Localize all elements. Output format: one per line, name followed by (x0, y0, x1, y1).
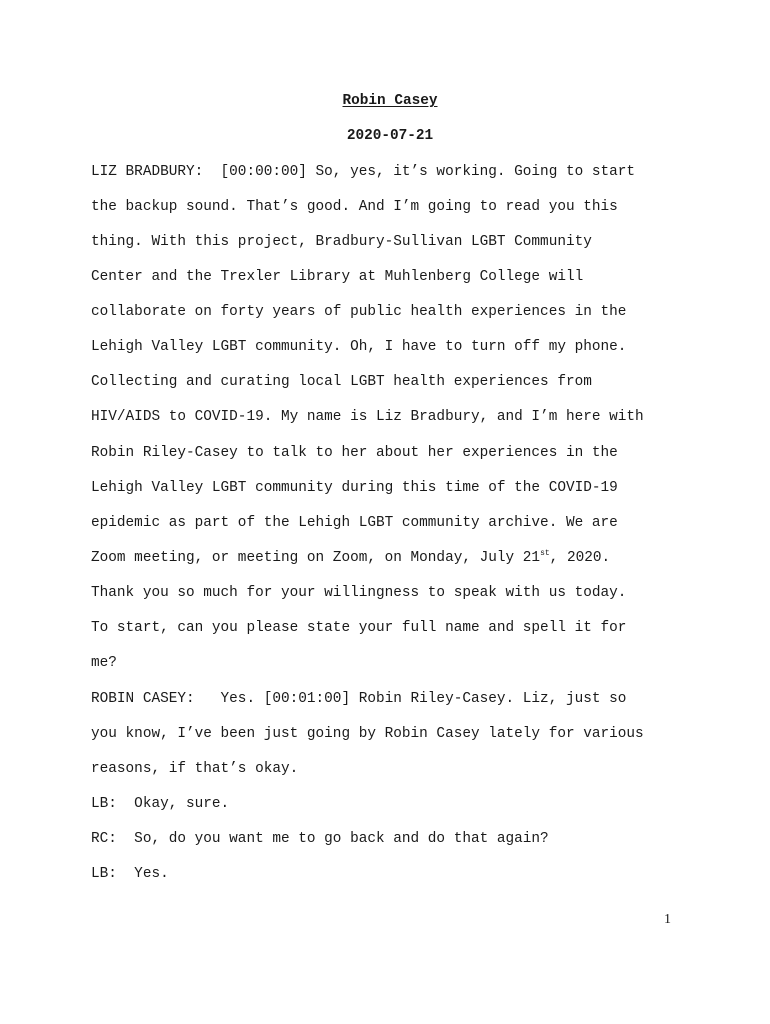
transcript-line: you know, I’ve been just going by Robin Casey lately for various (91, 726, 644, 742)
transcript-line: Lehigh Valley LGBT community. Oh, I have to turn off my phone. (91, 339, 627, 355)
transcript-text: , 2020. (549, 550, 611, 566)
transcript-text: Zoom meeting, or meeting on Zoom, on Monday, July 21 (91, 550, 541, 566)
transcript-line: HIV/AIDS to COVID-19. My name is Liz Bradbury, and I’m here with (91, 409, 644, 425)
transcript-line: me? (91, 655, 117, 671)
transcript-line: thing. With this project, Bradbury-Sullivan LGBT Community (91, 234, 592, 250)
transcript-line: the backup sound. That’s good. And I’m going to read you this (91, 199, 618, 215)
transcript-line: Center and the Trexler Library at Muhlenberg College will (91, 269, 584, 285)
transcript-line: epidemic as part of the Lehigh LGBT community archive. We are (91, 515, 618, 531)
transcript-line: LB: Yes. (91, 866, 169, 882)
interview-date: 2020-07-21 (346, 128, 434, 144)
transcript-line: Robin Riley-Casey to talk to her about her experiences in the (91, 445, 618, 461)
transcript-line: collaborate on forty years of public health experiences in the (91, 304, 627, 320)
transcript-line: Collecting and curating local LGBT health experiences from (91, 374, 592, 390)
transcript-line: To start, can you please state your full name and spell it for (91, 620, 627, 636)
transcript-line: Lehigh Valley LGBT community during this time of the COVID-19 (91, 480, 618, 496)
transcript-line: reasons, if that’s okay. (91, 761, 299, 777)
transcript-line: LB: Okay, sure. (91, 796, 230, 812)
transcript-line: LIZ BRADBURY: [00:00:00] So, yes, it’s working. Going to start (91, 164, 636, 180)
transcript-line: ROBIN CASEY: Yes. [00:01:00] Robin Riley-Casey. Liz, just so (91, 691, 627, 707)
document-title: Robin Casey (342, 93, 438, 109)
transcript-line: RC: So, do you want me to go back and do that again? (91, 831, 549, 847)
ordinal-suffix: st (540, 549, 550, 558)
page-number: 1 (664, 912, 671, 927)
transcript-line: Thank you so much for your willingness to speak with us today. (91, 585, 627, 601)
transcript-line (91, 549, 610, 567)
